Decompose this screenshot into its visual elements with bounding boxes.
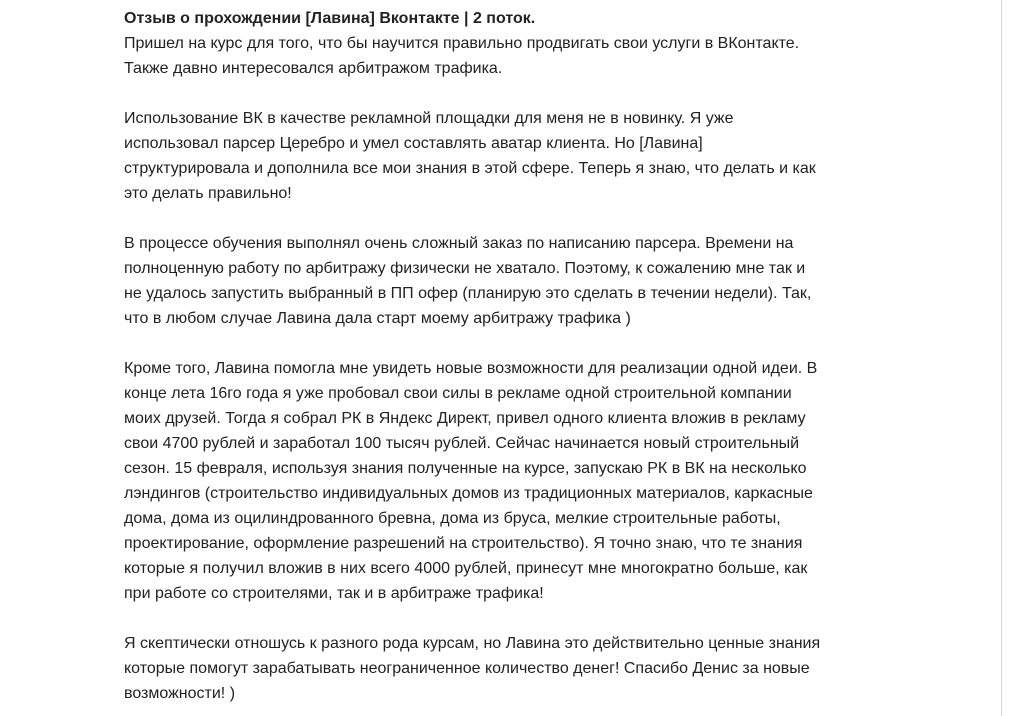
text-line: которые я получил вложив в них всего 4000 рублей, принесут мне многократно больше, как	[124, 560, 808, 577]
review-post	[124, 6, 904, 716]
text-line: Я скептически отношусь к разного рода курсам, но Лавина это действительно ценные знания	[124, 635, 821, 652]
text-line: дома, дома из оцилиндрованного бревна, дома из бруса, мелкие строительные работы,	[124, 510, 781, 527]
text-line: проектирование, оформление разрешений на строительство). Я точно знаю, что те знания	[124, 535, 803, 552]
text-line: при работе со строителями, так и в арбитраже трафика!	[124, 585, 544, 602]
text-line: полноценную работу по арбитражу физически не хватало. Поэтому, к сожалению мне так и	[124, 260, 806, 277]
right-divider	[1001, 0, 1002, 716]
review-title: Отзыв о прохождении [Лавина] Вконтакте | 2 поток.	[124, 10, 536, 27]
paragraph-1	[124, 31, 904, 81]
text-line: сезон. 15 февраля, используя знания полученные на курсе, запускаю РК в ВК на несколько	[124, 460, 807, 477]
paragraph-3	[124, 231, 904, 331]
text-line: не удалось запустить выбранный в ПП офер (планирую это сделать в течении недели). Так,	[124, 285, 812, 302]
text-line: конце лета 16го года я уже пробовал свои силы в рекламе одной строительной компании	[124, 385, 792, 402]
text-line: Кроме того, Лавина помогла мне увидеть новые возможности для реализации одной идеи. В	[124, 360, 818, 377]
text-line: лэндингов (строительство индивидуальных домов из традиционных материалов, каркасные	[124, 485, 813, 502]
text-line: Использование ВК в качестве рекламной площадки для меня не в новинку. Я уже	[124, 110, 734, 127]
text-line: моих друзей. Тогда я собрал РК в Яндекс Директ, привел одного клиента вложив в рекламу	[124, 410, 806, 427]
text-line: структурировала и дополнила все мои знания в этой сфере. Теперь я знаю, что делать и как	[124, 160, 816, 177]
text-line: возможности! )	[124, 685, 236, 702]
text-line: Также давно интересовался арбитражом трафика.	[124, 60, 503, 77]
paragraph-2	[124, 106, 904, 206]
text-line: это делать правильно!	[124, 185, 292, 202]
text-line: свои 4700 рублей и заработал 100 тысяч рублей. Сейчас начинается новый строительный	[124, 435, 800, 452]
text-line: В процессе обучения выполнял очень сложный заказ по написанию парсера. Времени на	[124, 235, 794, 252]
text-line: что в любом случае Лавина дала старт моему арбитражу трафика )	[124, 310, 631, 327]
paragraph-5	[124, 631, 904, 706]
text-line: Пришел на курс для того, что бы научится правильно продвигать свои услуги в ВКонтакте.	[124, 35, 800, 52]
text-line: которые помогут зарабатывать неограниченное количество денег! Спасибо Денис за новые	[124, 660, 810, 677]
text-line: использовал парсер Церебро и умел составлять аватар клиента. Но [Лавина]	[124, 135, 703, 152]
paragraph-4	[124, 356, 904, 606]
